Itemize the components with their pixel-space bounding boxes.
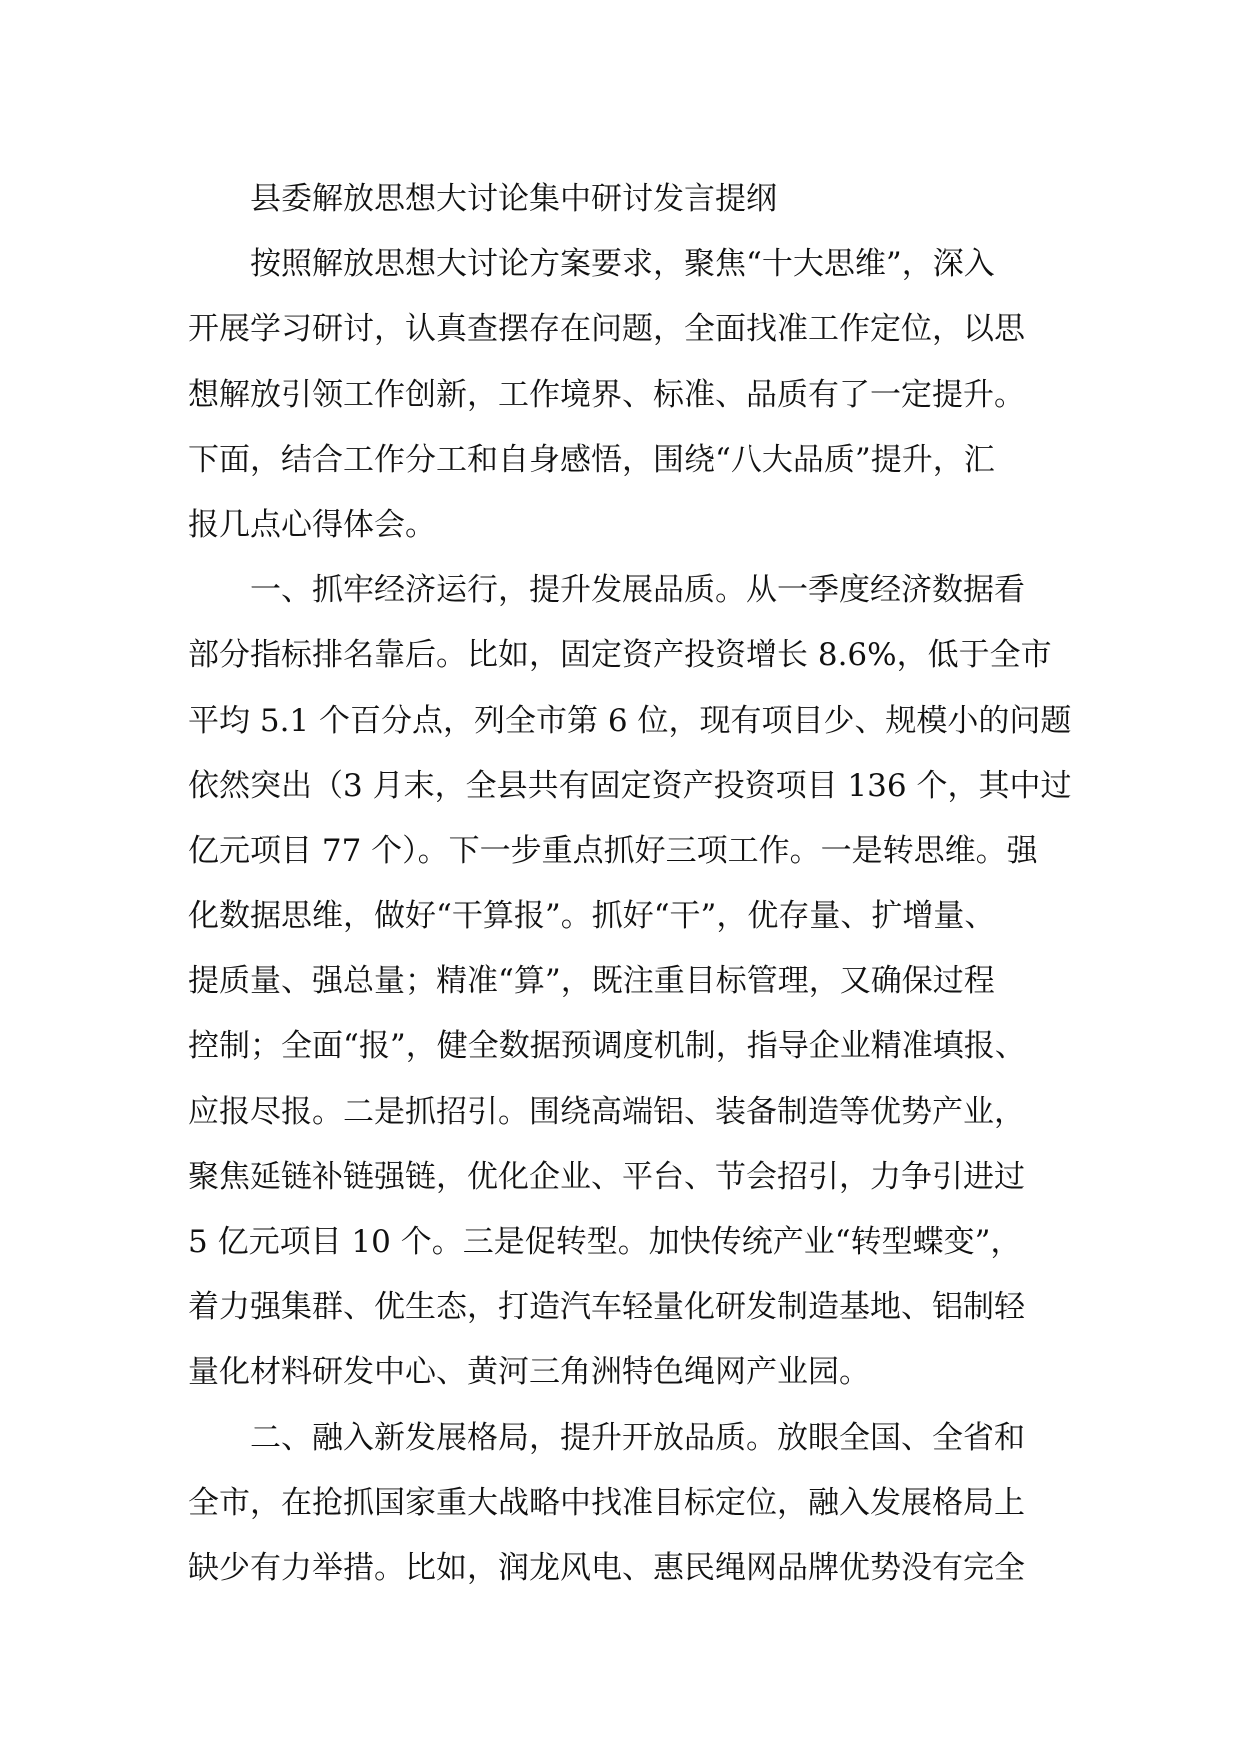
paragraph-line: 提质量、强总量；精准“算”，既注重目标管理，又确保过程 <box>188 963 995 1000</box>
paragraph-line: 5 亿元项目 10 个。三是促转型。加快传统产业“转型蝶变”， <box>188 1224 1022 1260</box>
paragraph-line: 缺少有力举措。比如，润龙风电、惠民绳网品牌优势没有完全 <box>188 1549 1025 1586</box>
paragraph-line: 依然突出（3 月末，全县共有固定资产投资项目 136 个，其中过 <box>188 767 1072 804</box>
paragraph-line: 下面，结合工作分工和自身感悟，围绕“八大品质”提升，汇 <box>188 441 995 478</box>
paragraph-line: 想解放引领工作创新，工作境界、标准、品质有了一定提升。 <box>188 376 1025 413</box>
paragraph-line: 开展学习研讨，认真查摆存在问题，全面找准工作定位，以思 <box>188 311 1025 348</box>
paragraph-line: 一、抓牢经济运行，提升发展品质。从一季度经济数据看 <box>250 572 1025 609</box>
paragraph-line: 化数据思维，做好“干算报”。抓好“干”，优存量、扩增量、 <box>188 898 996 935</box>
paragraph-line: 应报尽报。二是抓招引。围绕高端铝、装备制造等优势产业， <box>188 1093 1025 1130</box>
paragraph-line: 二、融入新发展格局，提升开放品质。放眼全国、全省和 <box>250 1419 1025 1456</box>
paragraph-line: 部分指标排名靠后。比如，固定资产投资增长 8.6%，低于全市 <box>188 637 1052 674</box>
document-body <box>188 167 1072 1601</box>
paragraph-line: 量化材料研发中心、黄河三角洲特色绳网产业园。 <box>188 1354 870 1391</box>
paragraph-line: 聚焦延链补链强链，优化企业、平台、节会招引，力争引进过 <box>188 1158 1025 1195</box>
document-title: 县委解放思想大讨论集中研讨发言提纲 <box>250 181 777 217</box>
paragraph-line: 全市，在抢抓国家重大战略中找准目标定位，融入发展格局上 <box>188 1484 1025 1521</box>
paragraph-line: 亿元项目 77 个）。下一步重点抓好三项工作。一是转思维。强 <box>188 832 1038 869</box>
paragraph-line: 报几点心得体会。 <box>188 506 436 543</box>
paragraph-line: 着力强集群、优生态，打造汽车轻量化研发制造基地、铝制轻 <box>188 1289 1025 1326</box>
paragraph-line: 平均 5.1 个百分点，列全市第 6 位，现有项目少、规模小的问题 <box>188 702 1072 739</box>
paragraph-line: 按照解放思想大讨论方案要求，聚焦“十大思维”，深入 <box>250 246 995 283</box>
paragraph-line: 控制；全面“报”，健全数据预调度机制，指导企业精准填报、 <box>188 1028 1026 1065</box>
